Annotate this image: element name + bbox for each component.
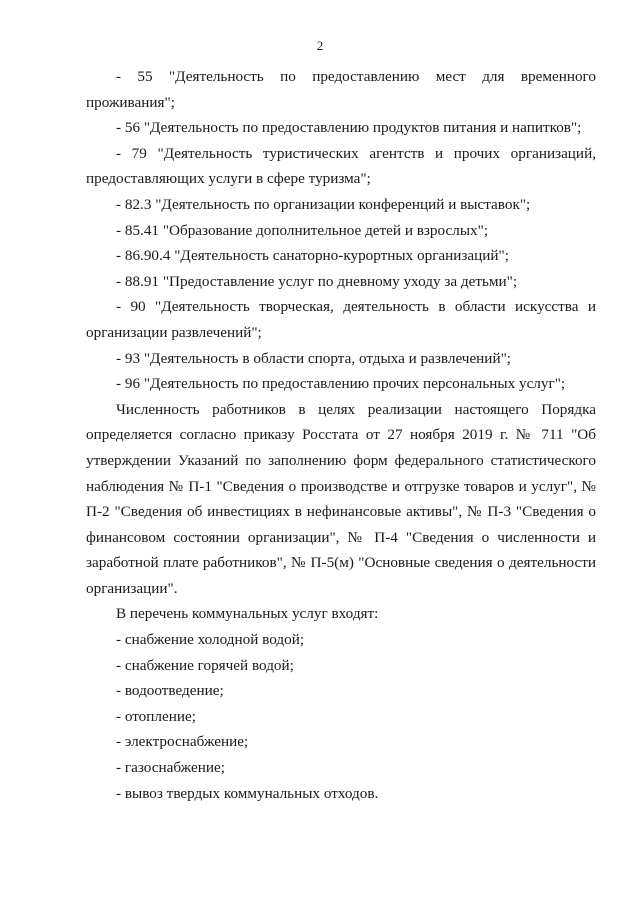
activity-item-82-3: - 82.3 "Деятельность по организации конференций и выставок"; <box>116 195 531 213</box>
activity-item-86-90-4: - 86.90.4 "Деятельность санаторно-курортных организаций"; <box>116 247 509 265</box>
employees-paragraph: Численность работников в целях реализации настоящего Порядка определяется согласно приказу Росстата от 27 ноября 2019 г. № 711 "Об утверждении Указаний по заполнению форм федерального статистического наблюдения № П-1 "Сведения о производстве и отгрузке товаров и услуг", № П-2 "Сведения об инвестициях в нефинансовые активы", № П-3 "Сведения о финансовом состоянии организации", № П-4 "Сведения о численности и заработной плате работников", № П-5(м) "Основные сведения о деятельности организации". <box>86 400 596 597</box>
page-number: 2 <box>316 38 324 53</box>
utility-item-drainage: - водоотведение; <box>116 682 224 700</box>
utility-item-gas: - газоснабжение; <box>116 759 225 777</box>
activity-item-93: - 93 "Деятельность в области спорта, отдыха и развлечений"; <box>116 349 511 367</box>
activity-item-85-41: - 85.41 "Образование дополнительное детей и взрослых"; <box>116 221 489 239</box>
utilities-intro: В перечень коммунальных услуг входят: <box>116 605 379 623</box>
activity-item-90: - 90 "Деятельность творческая, деятельность в области искусства и организации развлечений"; <box>86 298 596 341</box>
activity-item-79: - 79 "Деятельность туристических агентств и прочих организаций, предоставляющих услуги в сфере туризма"; <box>86 144 596 188</box>
utility-item-cold-water: - снабжение холодной водой; <box>116 631 305 649</box>
document-body <box>86 64 596 806</box>
utility-item-electricity: - электроснабжение; <box>116 733 249 751</box>
activity-item-55: - 55 "Деятельность по предоставлению мест для временного проживания"; <box>86 68 596 111</box>
utility-item-waste-removal: - вывоз твердых коммунальных отходов. <box>116 784 379 802</box>
activity-item-96: - 96 "Деятельность по предоставлению прочих персональных услуг"; <box>116 375 566 393</box>
activity-item-88-91: - 88.91 "Предоставление услуг по дневному уходу за детьми"; <box>116 272 518 290</box>
utility-item-heating: - отопление; <box>116 707 196 725</box>
utility-item-hot-water: - снабжение горячей водой; <box>116 656 294 674</box>
activity-item-56: - 56 "Деятельность по предоставлению продуктов питания и напитков"; <box>116 119 582 137</box>
